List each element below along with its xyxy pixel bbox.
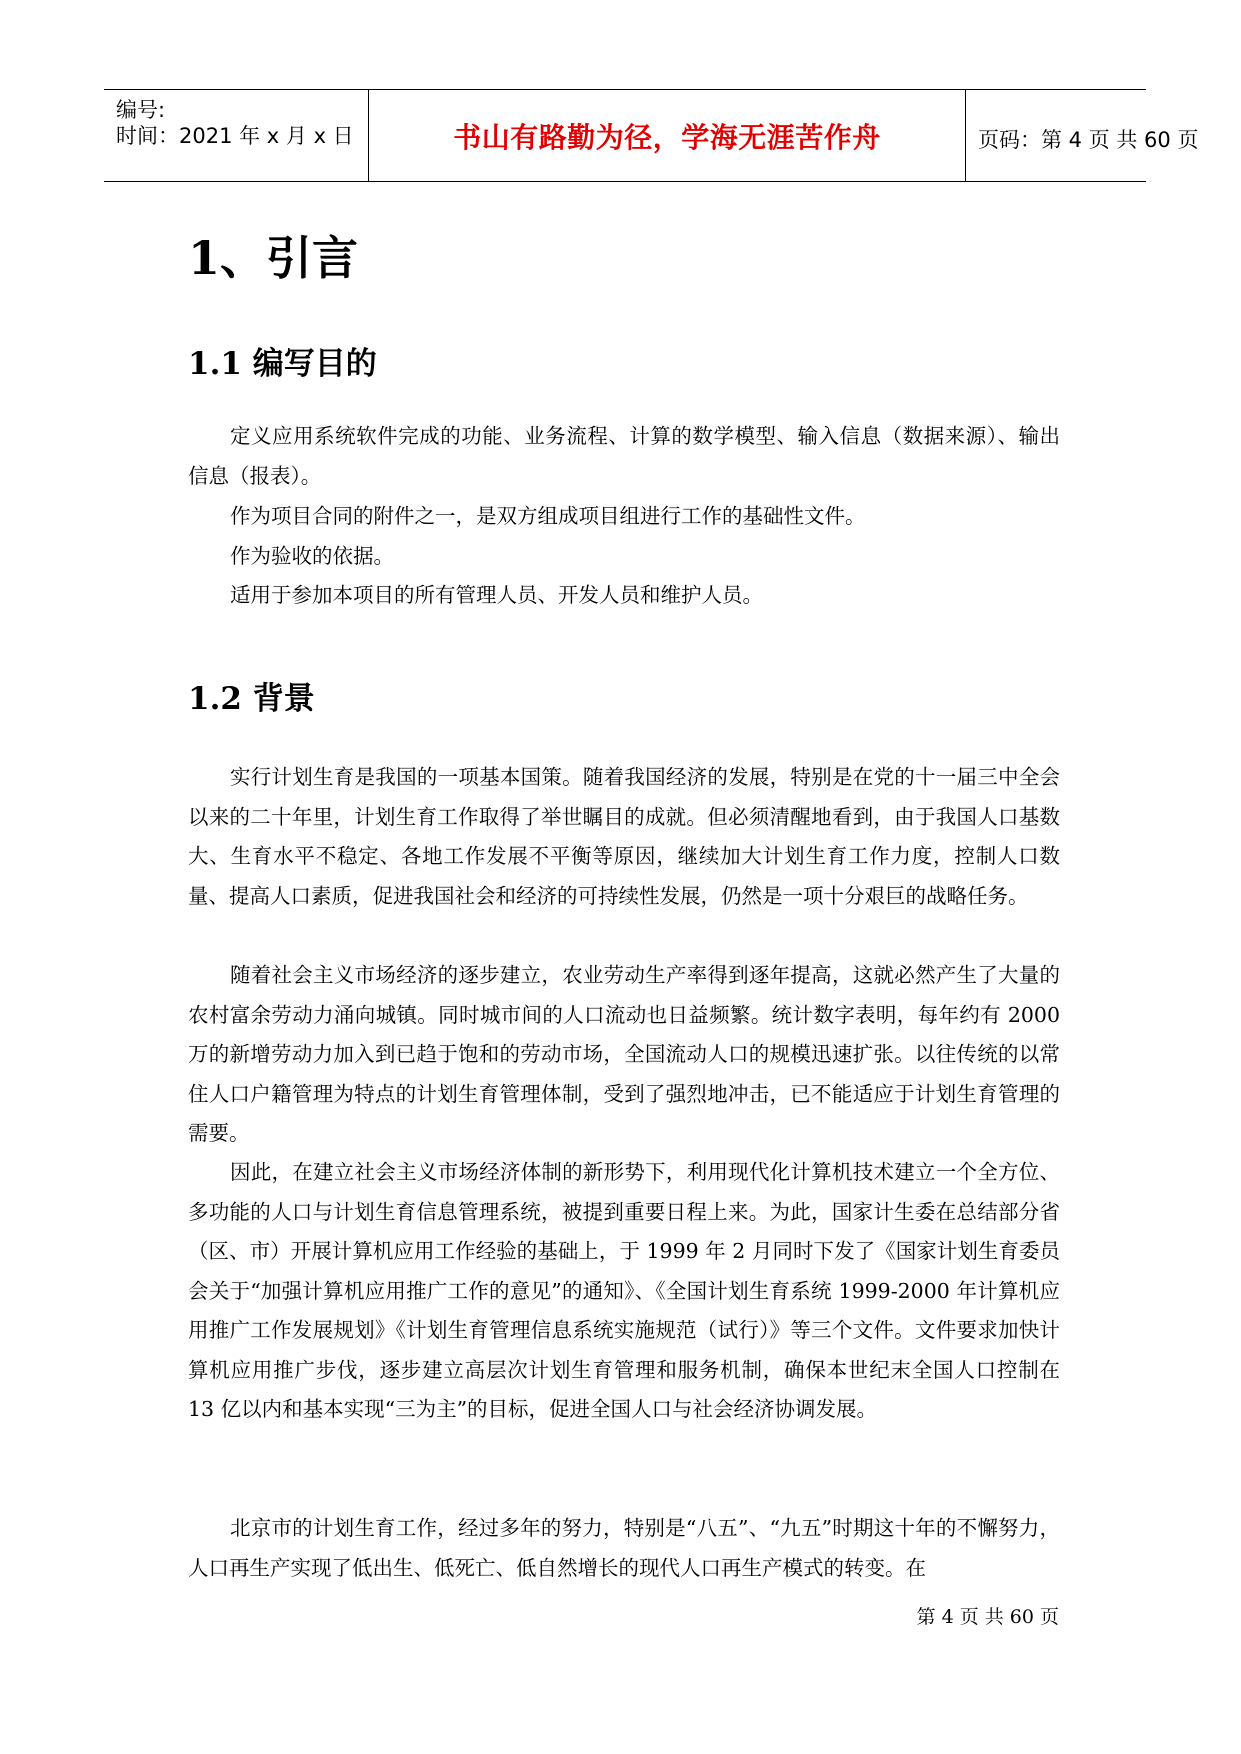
header-page-cell [966,90,1199,181]
page-code: 页码：第 4 页 共 60 页 [978,128,1199,152]
serial-label: 编号: [116,98,166,122]
section-1-1-title: 1.1 编写目的 [188,346,377,382]
header-meta-cell [104,90,368,181]
paragraph: 适用于参加本项目的所有管理人员、开发人员和维护人员。 [230,583,764,607]
paragraph: 作为验收的依据。 [230,544,395,568]
paragraph: 因此，在建立社会主义市场经济体制的新形势下，利用现代化计算机技术建立一个全方位、多功能的人口与计划生育信息管理系统，被提到重要日程上来。为此，国家计生委在总结部分省（区、市）开展计算机应用工作经验的基础上，于 1999 年 2 月同时下发了《国家计划生育委员会关于“加强计算机应用推广工作的意见”的通知》、《全国计划生育系统 1999-2000 年计算机应用推广工作发展规划》《计划生育管理信息系统实施规范（试行）》等三个文件。文件要求加快计算机应用推广步伐，逐步建立高层次计划生育管理和服务机制，确保本世纪末全国人口控制在 13 亿以内和基本实现“三为主”的目标，促进全国人口与社会经济协调发展。 [188,1160,1060,1421]
paragraph: 定义应用系统软件完成的功能、业务流程、计算的数学模型、输入信息（数据来源）、输出信息（报表）。 [188,424,1060,488]
paragraph: 随着社会主义市场经济的逐步建立，农业劳动生产率得到逐年提高，这就必然产生了大量的农村富余劳动力涌向城镇。同时城市间的人口流动也日益频繁。统计数字表明，每年约有 2000 万的新增劳动力加入到已趋于饱和的劳动市场，全国流动人口的规模迅速扩张。以往传统的以常住人口户籍管理为特点的计划生育管理体制，受到了强烈地冲击，已不能适应于计划生育管理的需要。 [188,963,1060,1145]
page-header [104,89,1199,182]
paragraph: 作为项目合同的附件之一，是双方组成项目组进行工作的基础性文件。 [230,504,866,528]
time-label: 时间：2021 年 x 月 x 日 [116,124,354,148]
section-1-title: 1、引言 [188,231,359,285]
footer-page-number: 第 4 页 共 60 页 [916,1606,1059,1628]
motto-text: 书山有路勤为径，学海无涯苦作舟 [453,121,881,154]
section-1-2-title: 1.2 背景 [188,681,315,717]
paragraph: 实行计划生育是我国的一项基本国策。随着我国经济的发展，特别是在党的十一届三中全会以来的二十年里，计划生育工作取得了举世瞩目的成就。但必须清醒地看到，由于我国人口基数大、生育水平不稳定、各地工作发展不平衡等原因，继续加大计划生育工作力度，控制人口数量、提高人口素质，促进我国社会和经济的可持续性发展，仍然是一项十分艰巨的战略任务。 [188,765,1060,908]
header-motto-cell [368,90,966,181]
paragraph: 北京市的计划生育工作，经过多年的努力，特别是“八五”、“九五”时期这十年的不懈努力，人口再生产实现了低出生、低死亡、低自然增长的现代人口再生产模式的转变。在 [188,1516,1060,1580]
